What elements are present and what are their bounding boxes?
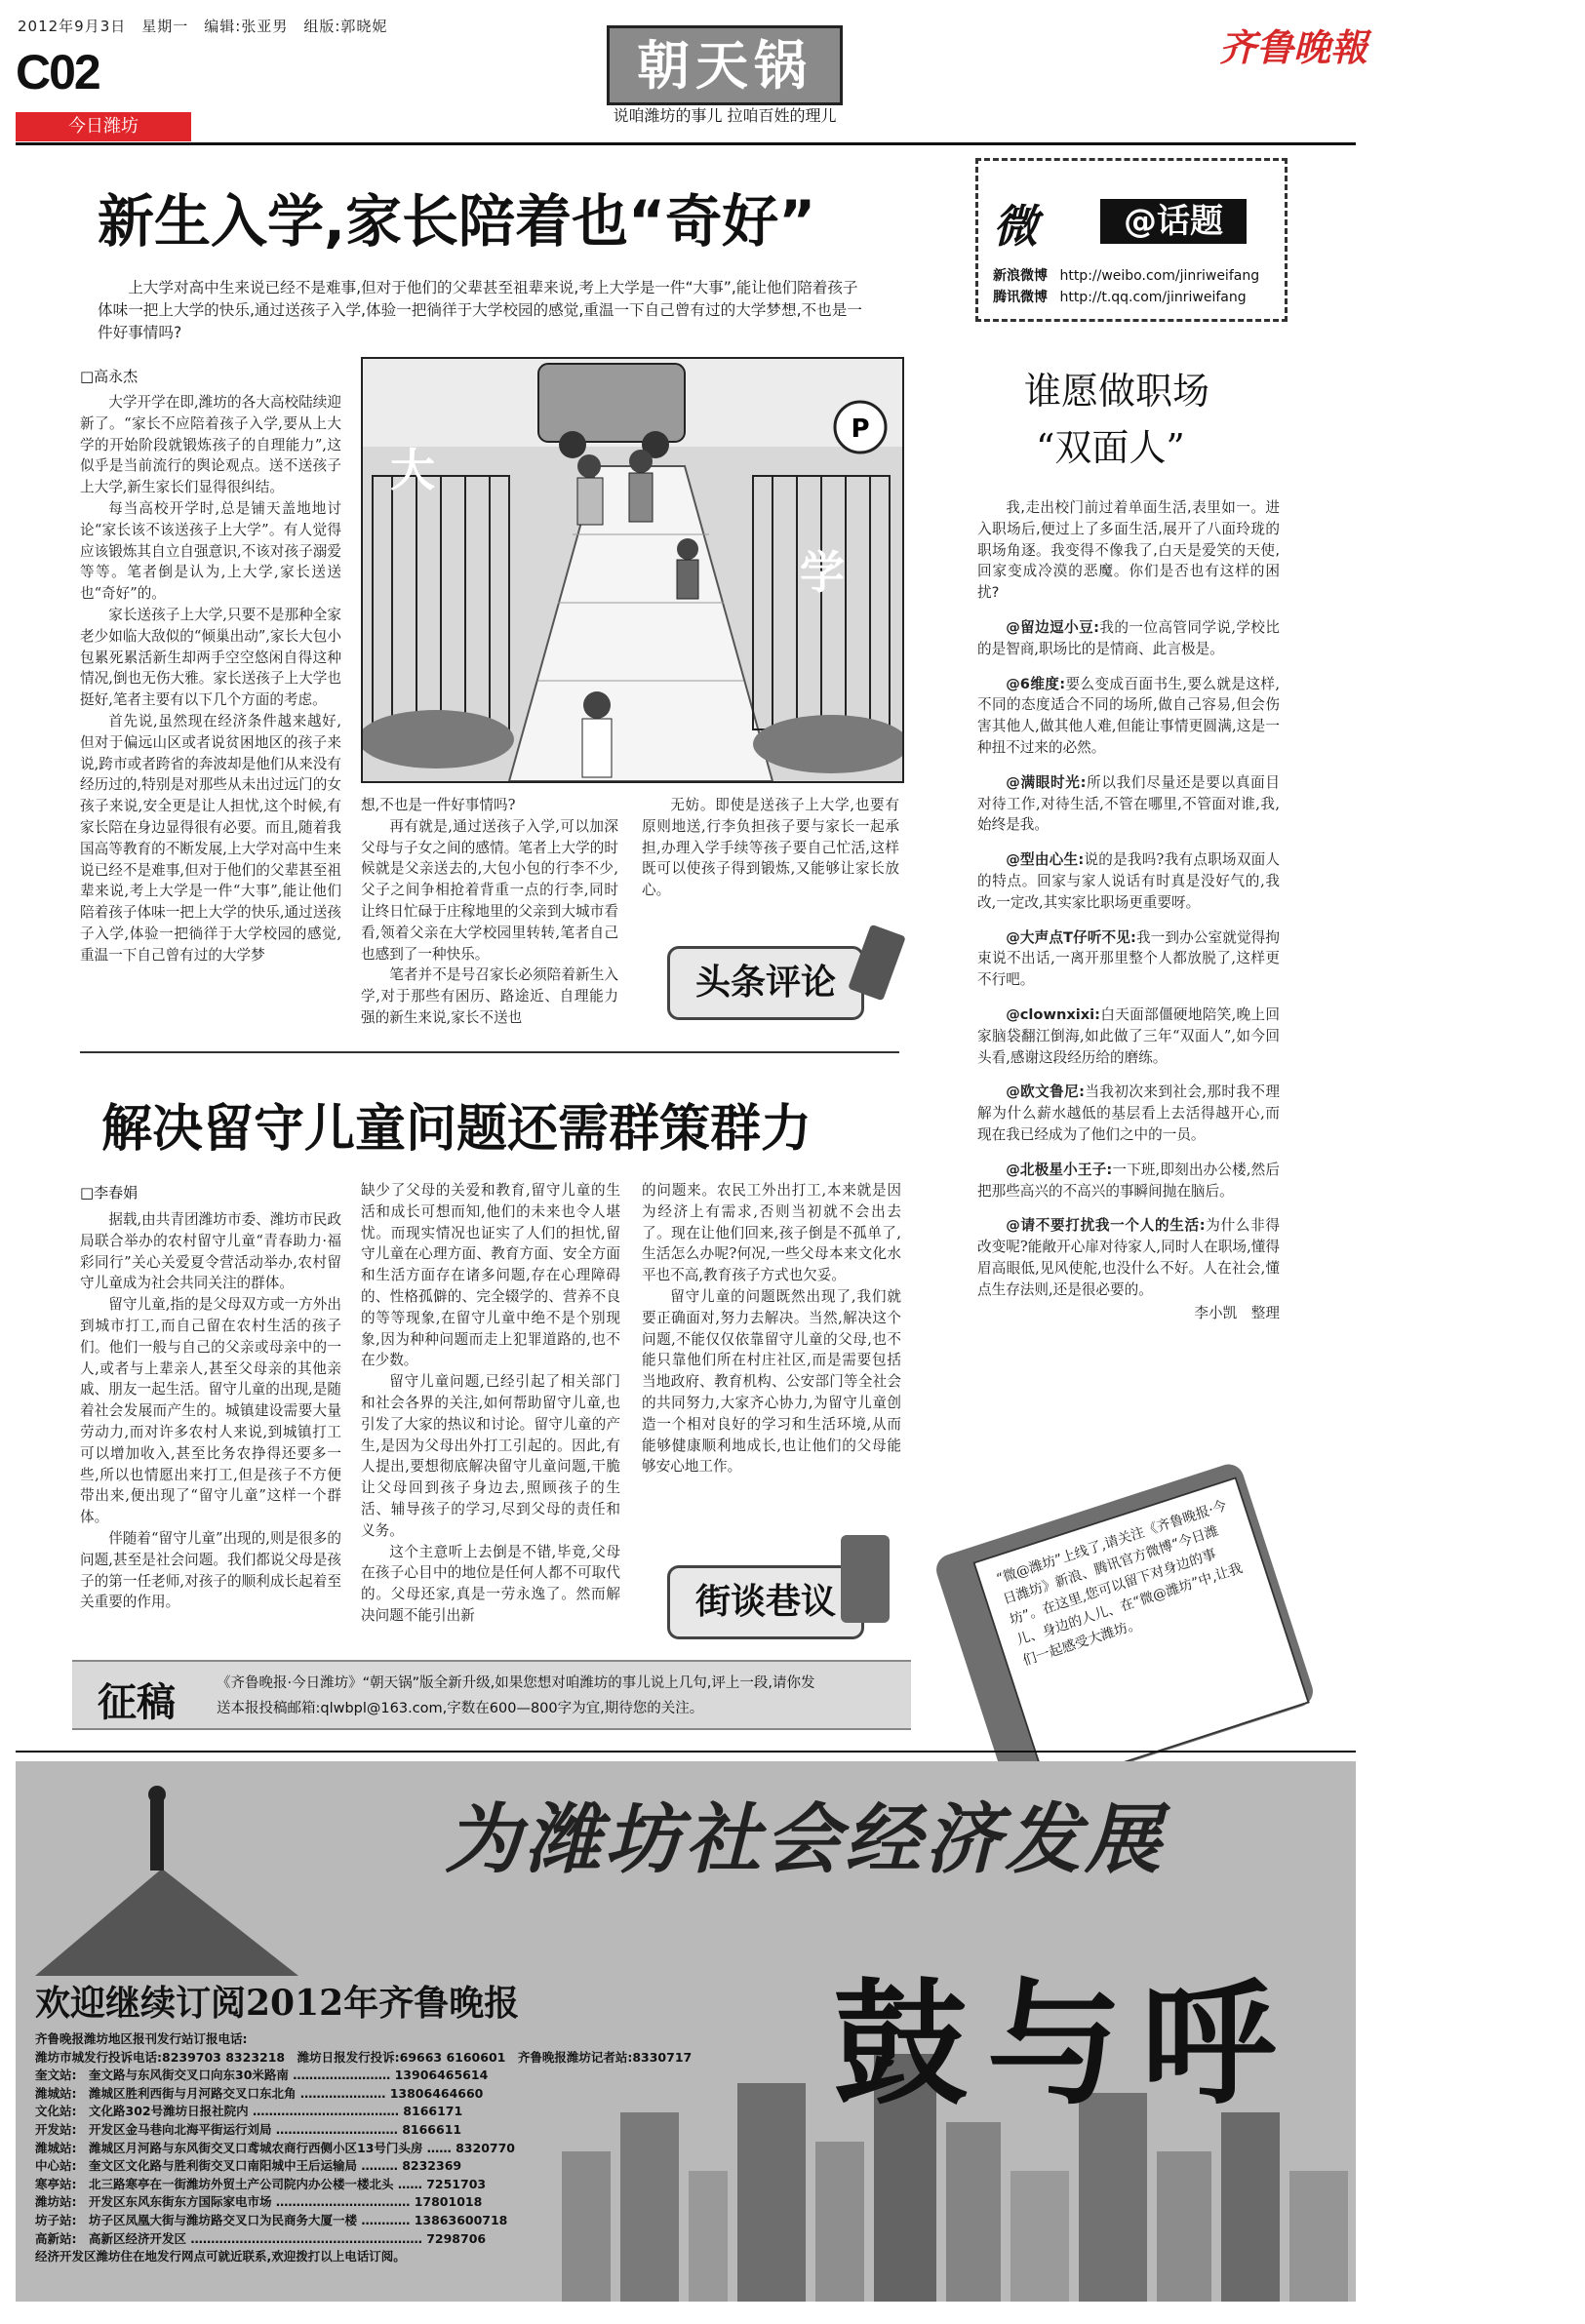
paragraph: 留守儿童的问题既然出现了,我们就要正确面对,努力去解决。当然,解决这个问题,不能仅仅依靠留守儿童的父母,也不能只靠他们所在村庄社区,而是需要包括当地政府、教育机构、公安部门等全社会的共同努力,大家齐心协力,为留守儿童创造一个相对良好的学习和生活环境,从而能够健康顺利地成长,也让他们的父母能够安心地工作。 xyxy=(642,1287,901,1476)
comment-user: @北极星小王子: xyxy=(1006,1161,1113,1178)
paragraph: 据载,由共青团潍坊市委、潍坊市民政局联合举办的农村留守儿童“青春助力·福彩同行”关心关爱夏令营活动举办,农村留守儿童成为社会共同关注的群体。 xyxy=(80,1211,341,1292)
comment-text: 我一到办公室就觉得拘束说不出话,一离开那里整个人都放脱了,这样更不行吧。 xyxy=(977,928,1280,989)
tencent-label: 腾讯微博 xyxy=(993,290,1048,305)
ad-station-list xyxy=(35,2030,692,2266)
article1-lead: 上大学对高中生来说已经不是难事,但对于他们的父辈甚至祖辈来说,考上大学是一件“大事”,能让他们陪着孩子体味一把上大学的快乐,通过送孩子入学,体验一把徜徉于大学校园的感觉,重温一下自己曾有过的大学梦想,不也是一件好事情吗? xyxy=(98,279,862,341)
side-editor: 李小凯 整理 xyxy=(1194,1304,1280,1321)
paragraph: 无妨。即使是送孩子上大学,也要有原则地送,行李负担孩子要与家长一起承担,办理入学手续等孩子要自己忙活,这样既可以使孩子得到锻炼,又能够让家长放心。 xyxy=(642,797,899,899)
comment xyxy=(977,1004,1280,1068)
comment-user: @型由心生: xyxy=(1006,851,1085,869)
article2-title: 解决留守儿童问题还需群策群力 xyxy=(101,1100,812,1159)
comment-text: 一下班,即刻出办公楼,然后把那些高兴的不高兴的事瞬间抛在脑后。 xyxy=(977,1161,1280,1200)
paragraph: 再有就是,通过送孩子入学,可以加深父母与子女之间的感情。笔者上大学的时候就是父亲送去的,大包小包的行李不少,父子之间争相抢着背重一点的行李,同时让终日忙碌于庄稼地里的父亲到大城市看看,领着父亲在大学校园里转转,笔者自己也感到了一种快乐。 xyxy=(361,817,618,963)
notebook-text: “微@潍坊”上线了,请关注《齐鲁晚报·今日潍坊》新浪、腾讯官方微博“今日潍坊”。在这里,您可以留下对身边的事儿、身边的人儿、在“微@潍坊”中,让我们一起感受大潍坊。 xyxy=(994,1498,1245,1670)
comment-user: @clownxixi: xyxy=(1006,1005,1100,1023)
ad-line: 潍城站: 潍城区月河路与东风街交叉口鸢城农商行西侧小区13号门头房 …… 8320770 xyxy=(35,2140,515,2155)
comment xyxy=(977,927,1280,991)
ad-line: 文化站: 文化路302号潍坊日报社院内 ……………………………… 8166171 xyxy=(35,2104,463,2119)
side-intro: 我,走出校门前过着单面生活,表里如一。进入职场后,便过上了多面生活,展开了八面玲珑的职场角逐。我变得不像我了,白天是爱笑的天使,回家变成冷漠的恶魔。你们是否也有这样的困扰? xyxy=(977,499,1280,602)
comment xyxy=(977,849,1280,913)
ad-line: 高新站: 高新区经济开发区 ………………………………………………… 7298706 xyxy=(35,2230,487,2246)
ad-line: 经济开发区潍坊住在地发行网点可就近联系,欢迎拨打以上电话订阅。 xyxy=(35,2249,406,2265)
illus-char-left: 大 xyxy=(390,444,435,496)
campus-gate-drawing xyxy=(363,359,902,781)
ad-headline: 鼓与呼 xyxy=(833,1964,1296,2123)
comment-user: @满眼时光: xyxy=(1006,773,1087,791)
paragraph: 的问题来。农民工外出打工,本来就是因为经济上有需求,否则当初就不会出去了。现在让他们回来,孩子倒是不孤单了,生活怎么办呢?何况,一些父母本来文化水平也不高,教育孩子方式也欠妥。 xyxy=(642,1182,901,1284)
comment-text: 所以我们尽量还是要以真面目对待工作,对待生活,不管在哪里,不管面对谁,我,始终是我。 xyxy=(977,773,1280,834)
article-divider xyxy=(80,1051,899,1053)
masthead-subtitle: 说咱潍坊的事儿 拉咱百姓的理儿 xyxy=(613,106,837,125)
comment-text: 我的一位高管同学说,学校比的是智商,职场比的是情商、此言极是。 xyxy=(977,618,1280,657)
ad-line: 中心站: 奎文区文化路与胜利街交叉口南阳城中王后运输局 ……… 8232369 xyxy=(35,2158,462,2174)
street-talk-badge: 街谈巷议 xyxy=(667,1565,864,1639)
comment xyxy=(977,1082,1280,1145)
paragraph: 想,不也是一件好事情吗? xyxy=(361,797,516,813)
side-column xyxy=(977,497,1280,1323)
newspaper-logo: 齐鲁晚報 xyxy=(1219,25,1368,69)
sina-url-link[interactable]: http://weibo.com/jinriweifang xyxy=(1059,268,1260,284)
ad-line: 潍坊站: 开发区东风东街东方国际家电市场 …………………………… 17801018 xyxy=(35,2194,483,2210)
paragraph: 家长送孩子上大学,只要不是那种全家老少如临大敌似的“倾巢出动”,家长大包小包累死累活新生却两手空空悠闲自得这种情况,倒也无伤大雅。家长送孩子上大学也挺好,笔者主要有以下几个方面的考虑。 xyxy=(80,606,341,709)
comment-user: @留边逗小豆: xyxy=(1006,618,1099,636)
ad-line: 寒亭站: 北三路寒亭在一街潍坊外贸土产公司院内办公楼一楼北头 …… 7251703 xyxy=(35,2176,487,2191)
ad-slogan: 为潍坊社会经济发展 xyxy=(445,1795,1166,1884)
ad-line: 齐鲁晚报潍坊地区报刊发行站订报电话: xyxy=(35,2031,248,2046)
paragraph: 缺少了父母的关爱和教育,留守儿童的生活和成长可想而知,他们的未来也令人堪忧。而现实情况也证实了人们的担忧,留守儿童在心理方面、教育方面、安全方面和生活方面存在诸多问题,存在心理障碍的、性格孤僻的、完全辍学的、营养不良的等等现象,在留守儿童中绝不是个别现象,因为种种问题而走上犯罪道路的,也不在少数。 xyxy=(361,1182,620,1369)
ad-line: 坊子站: 坊子区凤凰大街与潍坊路交叉口为民商务大厦一楼 ………… 13863600718 xyxy=(35,2212,508,2227)
paragraph: 大学开学在即,潍坊的各大高校陆续迎新了。“家长不应陪着孩子入学,要从上大学的开始阶段就锻炼孩子的自理能力”,这似乎是当前流行的舆论观点。送不送孩子上大学,新生家长们显得很纠结。 xyxy=(80,394,341,496)
sina-label: 新浪微博 xyxy=(993,268,1048,284)
header-rule xyxy=(16,142,1356,145)
comment-user: @大声点T仔听不见: xyxy=(1006,928,1136,946)
article1-byline: □高永杰 xyxy=(80,368,139,385)
article1-column-2 xyxy=(361,795,618,1041)
article1-title: 新生入学,家长陪着也“奇好” xyxy=(98,188,816,255)
paragraph: 伴随着“留守儿童”出现的,则是很多的问题,甚至是社会问题。我们都说父母是孩子的第一任老师,对孩子的顺利成长起着至关重要的作用。 xyxy=(80,1529,341,1611)
subscription-ad xyxy=(16,1761,1356,2302)
paragraph: 笔者并不是号召家长必须陪着新生入学,对于那些有困历、路途近、自理能力强的新生来说,家长不送也 xyxy=(361,966,618,1026)
weibo-topic-label: @话题 xyxy=(1100,199,1247,244)
call-text-2: 送本报投稿邮箱:qlwbpl@163.com,字数在600—800字为宜,期待您的关注。 xyxy=(217,1701,704,1716)
side-title-line1: 谁愿做职场 xyxy=(1024,370,1210,413)
comment-text: 说的是我吗?我有点职场双面人的特点。回家与家人说话有时真是没好气的,我改,一定改,其实家比职场更重要呀。 xyxy=(977,851,1280,911)
issue-meta: 2012年9月3日 星期一 编辑:张亚男 组版:郭晓妮 xyxy=(18,18,388,35)
side-title-line2: “双面人” xyxy=(1036,426,1185,469)
article2-column-2 xyxy=(361,1180,620,1650)
comment-user: @请不要打扰我一个人的生活: xyxy=(1006,1217,1206,1235)
call-label: 征稿 xyxy=(98,1679,176,1725)
paragraph: 这个主意听上去倒是不错,毕竟,父母在孩子心目中的地位是任何人都不可取代的。父母还家,真是一劳永逸了。然而解决问题不能引出新 xyxy=(361,1543,620,1624)
illus-char-right: 学 xyxy=(800,546,845,599)
column-masthead: 朝天锅 xyxy=(607,25,843,105)
quill-pen-icon xyxy=(848,925,906,1002)
headline-commentary-badge: 头条评论 xyxy=(667,946,864,1020)
comment-text: 要么变成百面书生,要么就是这样,不同的态度适合不同的场所,做自己容易,但会伤害其他人,做其他人难,但能让事情更圆满,这是一种扭不过来的必然。 xyxy=(977,675,1280,756)
comment xyxy=(977,617,1280,660)
ad-line: 潍坊市城发行投诉电话:8239703 8323218 潍坊日报发行投诉:69663 6160601 齐鲁晚报潍坊记者站:8330717 xyxy=(35,2049,693,2065)
call-for-submissions xyxy=(72,1660,911,1730)
page-code: C02 xyxy=(16,45,99,99)
ad-line: 奎文站: 奎文路与东风街交叉口向东30米路南 …………………… 13906465614 xyxy=(35,2068,489,2083)
tencent-url-link[interactable]: http://t.qq.com/jinriweifang xyxy=(1059,290,1247,305)
campus-gate-illustration xyxy=(361,357,904,783)
weibo-sina-row xyxy=(993,265,1259,285)
speaker-figure-icon xyxy=(841,1535,890,1623)
comment-text: 当我初次来到社会,那时我不理解为什么薪水越低的基层看上去活得越开心,而现在我已经成为了他们之中的一员。 xyxy=(977,1083,1281,1143)
call-text-1: 《齐鲁晚报·今日潍坊》“朝天锅”版全新升级,如果您想对咱潍坊的事儿说上几句,评上一段,请你发 xyxy=(217,1675,815,1691)
comment xyxy=(977,1215,1280,1300)
article2-byline: □李春娟 xyxy=(80,1184,139,1201)
paragraph: 留守儿童,指的是父母双方或一方外出到城市打工,而自己留在农村生活的孩子们。他们一般与自己的父亲或母亲中的一人,或者与上辈亲人,甚至父母亲的其他亲戚、朋友一起生活。留守儿童的出现,是随着社会发展而产生的。城镇建设需要大量劳动力,而对许多农村人来说,到城镇打工可以增加收入,甚至比务农挣得还要多一些,所以也情愿出来打工,但是孩子不方便带出来,便出现了“留守儿童”这样一个群体。 xyxy=(80,1296,341,1526)
comment-text: 白天面部僵硬地陪笑,晚上回家脑袋翻江倒海,如此做了三年“双面人”,如今回头看,感谢这段经历给的磨练。 xyxy=(977,1005,1280,1066)
comment xyxy=(977,674,1280,759)
weibo-tencent-row xyxy=(993,287,1247,306)
weibo-logo-icon: 微 xyxy=(993,200,1038,253)
article2-column-3 xyxy=(642,1180,901,1517)
article1-column-3 xyxy=(642,795,899,922)
notebook-graphic xyxy=(944,1484,1339,1772)
ad-line: 开发站: 开发区金马巷向北海平街运行刘局 ………………………… 8166611 xyxy=(35,2121,462,2137)
section-tab[interactable]: 今日潍坊 xyxy=(16,112,191,141)
svg-text:P: P xyxy=(851,414,870,444)
paragraph: 每当高校开学时,总是铺天盖地地讨论“家长该不该送孩子上大学”。有人觉得应该锻炼其自立自强意识,不该对孩子溺爱等等。笔者倒是认为,上大学,家长送送也“奇好”的。 xyxy=(80,499,341,603)
ad-line: 潍城站: 潍城区胜利西街与月河路交叉口东北角 ………………… 13806464660 xyxy=(35,2085,484,2101)
comment xyxy=(977,772,1280,836)
paragraph: 留守儿童问题,已经引起了相关部门和社会各界的关注,如何帮助留守儿童,也引发了大家的热议和讨论。留守儿童的产生,是因为父母出外打工引起的。因此,有人提出,要想彻底解决留守儿童问题,干脆让父母回到孩子身边去,照顾孩子的生活、辅导孩子的学习,尽到父母的责任和义务。 xyxy=(361,1373,620,1539)
footer-rule xyxy=(16,1751,1356,1753)
article2-column-1 xyxy=(80,1209,341,1650)
comment-user: @6维度: xyxy=(1006,675,1066,692)
paragraph: 首先说,虽然现在经济条件越来越好,但对于偏远山区或者说贫困地区的孩子来说,跨市或者跨省的奔波却是他们从来没有经历过的,特别是对那些从未出过远门的女孩子来说,安全更是让人担忧,这个时候,有家长陪在身边显得很有必要。而且,随着我国高等教育的不断发展,上大学对高中生来说已经不是难事,但对于他们的父辈甚至祖辈来说,考上大学是一件“大事”,能让他们陪着孩子体味一把上大学的快乐,通过送孩子入学,体验一把徜徉于大学校园的感觉,重温一下自己曾有过的大学梦 xyxy=(80,712,341,964)
comment-user: @欧文鲁尼: xyxy=(1006,1083,1086,1101)
comment xyxy=(977,1160,1280,1202)
article1-column-1 xyxy=(80,392,341,1041)
ad-subscribe-title: 欢迎继续订阅2012年齐鲁晚报 xyxy=(35,1983,520,2024)
comment-text: 为什么非得改变呢?能敞开心扉对待家人,同时人在职场,懂得眉高眼低,见风使舵,也没什么不好。人在社会,懂点生存法则,还是很必要的。 xyxy=(977,1217,1280,1298)
